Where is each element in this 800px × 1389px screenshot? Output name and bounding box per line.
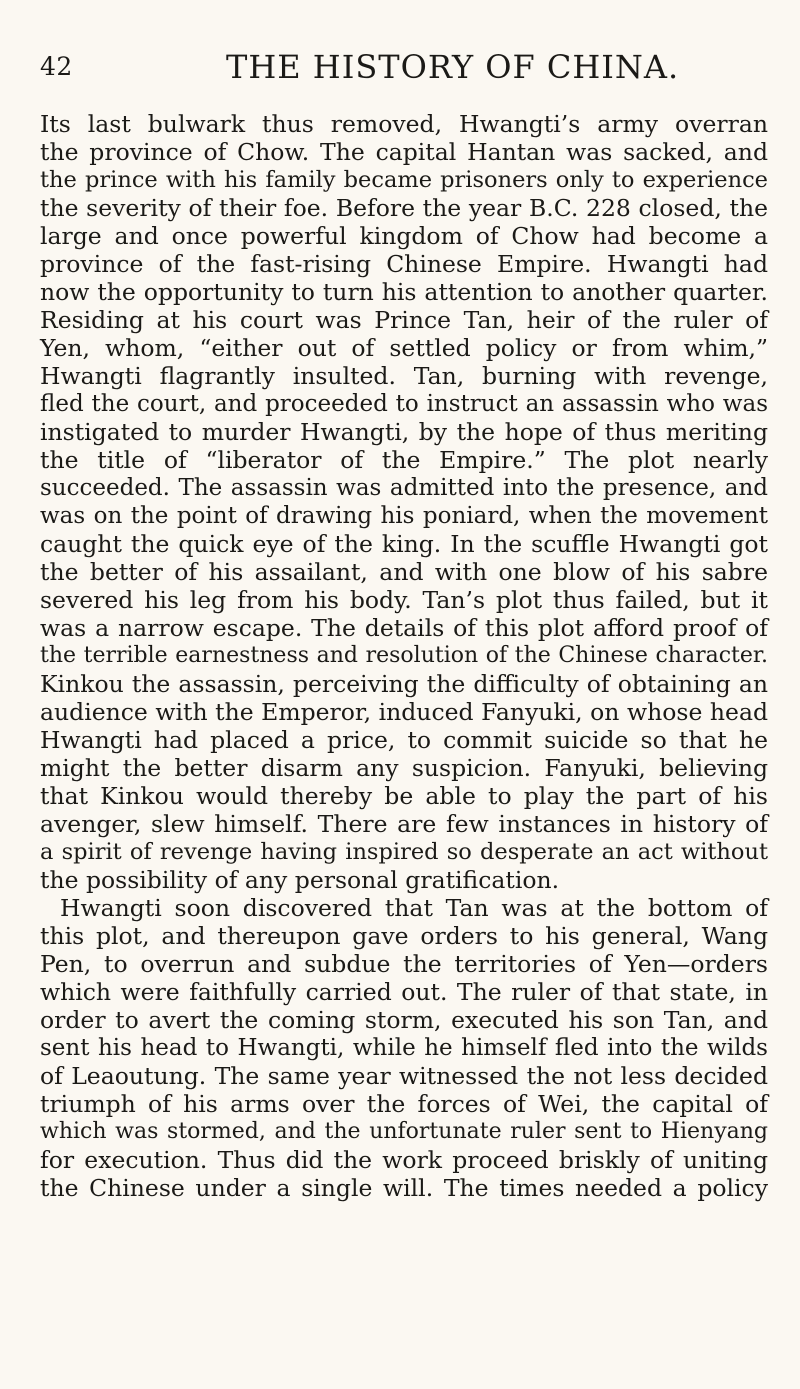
text-line: the title of “liberator of the Empire.” The plot nearly (40, 446, 768, 474)
text-line: large and once powerful kingdom of Chow had become a (40, 222, 768, 250)
text-line: Residing at his court was Prince Tan, heir of the ruler of (40, 306, 768, 334)
text-line: this plot, and thereupon gave orders to his general, Wang (40, 922, 768, 950)
text-line: sent his head to Hwangti, while he himself fled into the wilds (40, 1035, 768, 1061)
text-line: order to avert the coming storm, executed his son Tan, and (40, 1006, 768, 1034)
text-line: severed his leg from his body. Tan’s plot thus failed, but it (40, 586, 768, 614)
body-text (40, 110, 768, 1202)
text-line: audience with the Emperor, induced Fanyuki, on whose head (40, 698, 768, 726)
text-line: Hwangti had placed a price, to commit suicide so that he (40, 726, 768, 754)
text-line: for execution. Thus did the work proceed briskly of uniting (40, 1146, 768, 1174)
text-line: Its last bulwark thus removed, Hwangti’s army overran (40, 110, 768, 138)
text-line: which were faithfully carried out. The ruler of that state, in (40, 978, 768, 1006)
text-line: Kinkou the assassin, perceiving the difficulty of obtaining an (40, 670, 768, 698)
text-line: of Leaoutung. The same year witnessed the not less decided (40, 1062, 768, 1090)
text-line: that Kinkou would thereby be able to play the part of his (40, 782, 768, 810)
page-number: 42 (40, 52, 73, 81)
text-line: the severity of their foe. Before the year B.C. 228 closed, the (40, 194, 768, 222)
text-line: which was stormed, and the unfortunate ruler sent to Hienyang (40, 1119, 768, 1144)
text-line: caught the quick eye of the king. In the scuffle Hwangti got (40, 530, 768, 558)
text-line: province of the fast-rising Chinese Empire. Hwangti had (40, 250, 768, 278)
text-line: Pen, to overrun and subdue the territories of Yen—orders (40, 950, 768, 978)
running-title: THE HISTORY OF CHINA. (226, 48, 680, 86)
text-line: Yen, whom, “either out of settled policy or from whim,” (40, 334, 768, 362)
text-line: a spirit of revenge having inspired so desperate an act without (40, 839, 768, 865)
text-line: the terrible earnestness and resolution of the Chinese character. (40, 643, 768, 668)
text-line: instigated to murder Hwangti, by the hope of thus meriting (40, 418, 768, 446)
text-line: the province of Chow. The capital Hantan was sacked, and (40, 138, 768, 166)
text-line: was on the point of drawing his poniard, when the movement (40, 503, 768, 529)
text-line: fled the court, and proceeded to instruct an assassin who was (40, 391, 768, 417)
text-line: now the opportunity to turn his attention to another quarter. (40, 278, 768, 306)
text-line: the Chinese under a single will. The times needed a policy (40, 1174, 768, 1202)
text-line: the better of his assailant, and with one blow of his sabre (40, 558, 768, 586)
text-line: might the better disarm any suspicion. Fanyuki, believing (40, 754, 768, 782)
text-line: succeeded. The assassin was admitted into the presence, and (40, 475, 768, 501)
text-line: Hwangti flagrantly insulted. Tan, burning with revenge, (40, 362, 768, 390)
text-line: avenger, slew himself. There are few instances in history of (40, 810, 768, 838)
text-line: the prince with his family became prisoners only to experience (40, 167, 768, 193)
text-line: Hwangti soon discovered that Tan was at the bottom of (60, 894, 768, 922)
running-head (40, 48, 780, 88)
text-line: triumph of his arms over the forces of Wei, the capital of (40, 1090, 768, 1118)
text-line: was a narrow escape. The details of this plot afford proof of (40, 614, 768, 642)
text-line: the possibility of any personal gratification. (40, 866, 560, 894)
